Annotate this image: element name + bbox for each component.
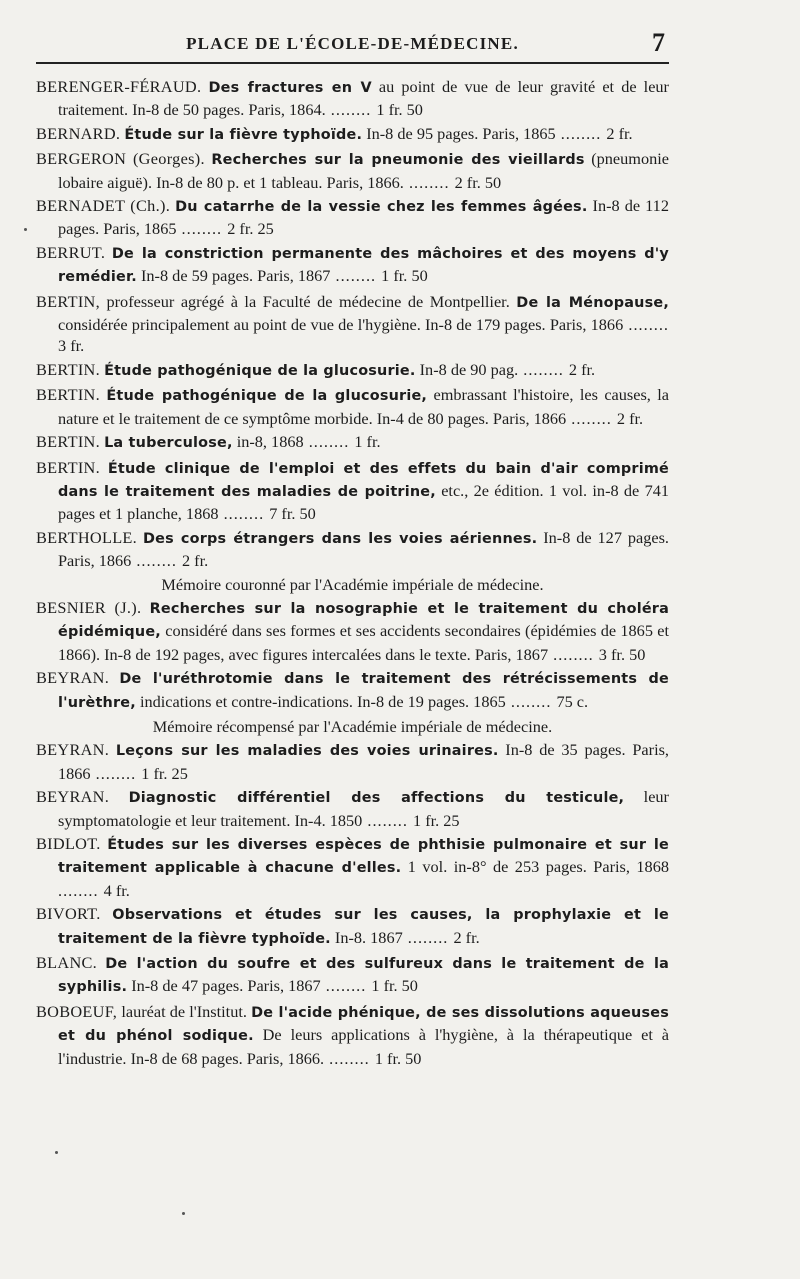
catalogue-entry xyxy=(36,195,669,240)
catalogue-entry xyxy=(36,384,669,429)
entry-title: Recherches sur la nosographie et le traitement du choléra épidémique, xyxy=(58,600,669,641)
entry-price: 2 fr. xyxy=(568,359,596,379)
entry-title: De l'action du soufre et des sulfureux dans le traitement de la syphilis. xyxy=(58,956,669,996)
entry-title: Recherches sur la pneumonie des vieillards xyxy=(211,152,585,169)
entry-author: BERGERON (Georges). xyxy=(36,149,205,169)
leader-dots: ........ xyxy=(131,551,182,571)
entry-title: De la Ménopause, xyxy=(516,294,669,311)
entry-details: In-8. 1867 xyxy=(330,927,403,947)
entry-author: BERTIN. xyxy=(36,385,100,405)
catalogue-entry xyxy=(36,527,669,572)
entry-price: 1 fr. 50 xyxy=(381,266,428,286)
leader-dots: ........ xyxy=(330,266,382,286)
entry-details: in-8, 1868 xyxy=(232,432,304,452)
entry-author: BEYRAN. xyxy=(36,668,110,688)
entry-author: BERNADET (Ch.). xyxy=(36,196,171,216)
print-speck xyxy=(55,1151,58,1154)
entry-note: Mémoire récompensé par l'Académie impériale de médecine. xyxy=(152,716,553,736)
page-header xyxy=(36,30,669,64)
entry-title: Étude clinique de l'emploi et des effets du bain d'air comprimé dans le traitement des maladies de poitrine, xyxy=(58,460,669,500)
catalogue-entry xyxy=(36,457,669,525)
entry-title: Des fractures en V xyxy=(208,80,372,96)
entry-details: In-8 de 59 pages. Paris, 1867 xyxy=(136,266,331,286)
catalogue-entry xyxy=(36,903,669,950)
entry-title: Étude sur la fièvre typhoïde. xyxy=(124,126,363,143)
entry-author: BERTIN. xyxy=(36,432,100,452)
entry-title: De la constriction permanente des mâchoires et des moyens d'y remédier. xyxy=(58,245,669,286)
leader-dots: ........ xyxy=(623,315,669,335)
entry-details: In-8 de 47 pages. Paris, 1867 xyxy=(127,976,321,996)
catalogue-entry xyxy=(36,667,669,714)
catalogue-entry xyxy=(36,833,669,901)
entry-title: La tuberculose, xyxy=(104,435,233,452)
catalogue-entry xyxy=(36,242,669,289)
entry-author: BERENGER-FÉRAUD. xyxy=(36,77,202,96)
entry-title: Étude pathogénique de la glucosurie. xyxy=(104,362,416,379)
entry-author: BERRUT. xyxy=(36,242,106,262)
entry-author: BERTHOLLE. xyxy=(36,527,138,547)
entry-author: BERNARD. xyxy=(36,123,121,143)
catalogue-entry xyxy=(36,952,669,999)
entry-details: In-8 de 35 pages. Paris, 1866 xyxy=(58,740,670,783)
leader-dots: ........ xyxy=(58,880,104,900)
entry-title: Leçons sur les maladies des voies urinaires. xyxy=(115,743,499,760)
entry-title: Des corps étrangers dans les voies aériennes. xyxy=(142,530,538,547)
entry-author: BLANC. xyxy=(36,953,98,973)
entry-price: 1 fr. 25 xyxy=(141,763,188,783)
catalogue-entry xyxy=(36,431,669,454)
entry-author: BERTIN, xyxy=(36,291,100,311)
entry-price: 75 c. xyxy=(556,691,589,711)
catalogue-entry xyxy=(36,148,669,193)
catalogue-entries xyxy=(36,76,669,1071)
entry-price: 2 fr. xyxy=(453,927,480,947)
catalogue-entry xyxy=(36,76,669,121)
leader-dots: ........ xyxy=(518,359,569,379)
entry-details: etc., 2e édition. 1 vol. in-8 de 741 pages et 1 planche, 1868 xyxy=(58,480,669,524)
catalogue-entry xyxy=(36,786,669,831)
leader-dots: ........ xyxy=(90,763,142,783)
catalogue-entry xyxy=(36,359,669,382)
entry-details: embrassant l'histoire, les causes, la nature et le traitement de ce symptôme morbide. In-4 de 80 pages. Paris, 1866 xyxy=(58,385,670,428)
entry-details: De leurs applications à l'hygiène, à la thérapeutique et à l'industrie. In-8 de 68 pages. Paris, 1866. xyxy=(58,1025,669,1068)
entry-title: De l'uréthrotomie dans le traitement des rétrécissements de l'urèthre, xyxy=(58,671,669,711)
entry-details: 1 vol. in-8° de 253 pages. Paris, 1868 xyxy=(401,857,669,877)
entry-title: Du catarrhe de la vessie chez les femmes âgées. xyxy=(175,199,588,216)
entry-author: BESNIER (J.). xyxy=(36,597,142,617)
entry-price: 1 fr. xyxy=(354,432,381,452)
entry-details: In-8 de 90 pag. xyxy=(415,359,519,379)
entry-author: BERTIN. xyxy=(36,359,100,379)
entry-details: leur symptomatologie et leur traitement. In-4. 1850 xyxy=(58,787,669,830)
entry-price: 4 fr. xyxy=(103,880,130,900)
entry-title: Études sur les diverses espèces de phthisie pulmonaire et sur le traitement applicable à chacune d'elles. xyxy=(58,837,669,877)
entry-author: BEYRAN. xyxy=(36,787,110,807)
leader-dots: ........ xyxy=(218,504,270,524)
entry-author: BERTIN. xyxy=(36,457,100,477)
leader-dots: ........ xyxy=(566,408,617,428)
entry-details: lauréat de l'Institut. xyxy=(121,1001,252,1021)
entry-details: (pneumonie lobaire aiguë). In-8 de 80 p. et 1 tableau. Paris, 1866. xyxy=(58,149,669,192)
entry-price: 2 fr. 50 xyxy=(454,172,502,192)
catalogue-entry xyxy=(36,123,669,146)
leader-dots: ........ xyxy=(303,432,355,452)
entry-author: BEYRAN. xyxy=(36,740,110,760)
entry-price: 1 fr. 25 xyxy=(413,810,460,830)
entry-details: considérée principalement au point de vue de l'hygiène. In-8 de 179 pages. Paris, 1866 xyxy=(58,315,624,335)
running-title: PLACE DE L'ÉCOLE-DE-MÉDECINE. xyxy=(186,34,519,53)
leader-dots: ........ xyxy=(176,219,228,239)
entry-price: 1 fr. 50 xyxy=(376,100,423,120)
entry-details: au point de vue de leur gravité et de leur traitement. In-8 de 50 pages. Paris, 1864. xyxy=(58,77,669,120)
entry-details: In-8 de 127 pages. Paris, 1866 xyxy=(58,527,670,571)
print-speck xyxy=(182,1212,185,1215)
entry-details: considéré dans ses formes et ses accidents secondaires (épidémies de 1865 et 1866). In-8 de 192 pages, avec figures intercalées dans le texte. Paris, 1867 xyxy=(58,621,669,664)
catalogue-entry xyxy=(36,291,669,357)
entry-title: Diagnostic différentiel des affections du testicule, xyxy=(128,790,625,807)
leader-dots: ........ xyxy=(403,172,455,192)
print-speck xyxy=(24,228,27,231)
entry-details: In-8 de 95 pages. Paris, 1865 xyxy=(362,123,556,143)
leader-dots: ........ xyxy=(325,100,377,120)
entry-price: 3 fr. 50 xyxy=(598,644,646,664)
entry-details: professeur agrégé à la Faculté de médecine de Montpellier. xyxy=(106,291,517,311)
entry-note: Mémoire couronné par l'Académie impériale de médecine. xyxy=(161,574,544,594)
entry-author: BIVORT. xyxy=(36,904,101,924)
entry-price: 1 fr. 50 xyxy=(371,976,418,996)
leader-dots: ........ xyxy=(362,810,413,830)
leader-dots: ........ xyxy=(320,976,372,996)
leader-dots: ........ xyxy=(402,927,454,947)
leader-dots: ........ xyxy=(505,691,557,711)
entry-price: 3 fr. xyxy=(58,336,85,356)
entry-title: Observations et études sur les causes, la prophylaxie et le traitement de la fièvre typhoïde. xyxy=(58,907,669,947)
leader-dots: ........ xyxy=(324,1048,375,1068)
entry-price: 2 fr. xyxy=(181,551,209,571)
entry-title: Étude pathogénique de la glucosurie, xyxy=(106,388,428,405)
entry-title: De l'acide phénique, de ses dissolutions aqueuses et du phénol sodique. xyxy=(58,1004,669,1045)
catalogue-entry xyxy=(36,1001,669,1069)
entry-price: 2 fr. xyxy=(606,123,633,143)
entry-price: 2 fr. xyxy=(616,408,644,428)
leader-dots: ........ xyxy=(548,644,599,664)
catalogue-entry xyxy=(36,739,669,784)
entry-price: 1 fr. 50 xyxy=(374,1048,422,1068)
entry-price: 7 fr. 50 xyxy=(269,504,316,524)
entry-author: BIDLOT. xyxy=(36,834,101,853)
entry-details: In-8 de 112 pages. Paris, 1865 xyxy=(58,196,669,239)
catalogue-entry xyxy=(36,597,669,665)
entry-price: 2 fr. 25 xyxy=(227,219,274,239)
leader-dots: ........ xyxy=(555,123,607,143)
page-number: 7 xyxy=(652,28,665,57)
entry-details: indications et contre-indications. In-8 de 19 pages. 1865 xyxy=(135,691,506,711)
entry-author: BOBOEUF, xyxy=(36,1001,118,1021)
